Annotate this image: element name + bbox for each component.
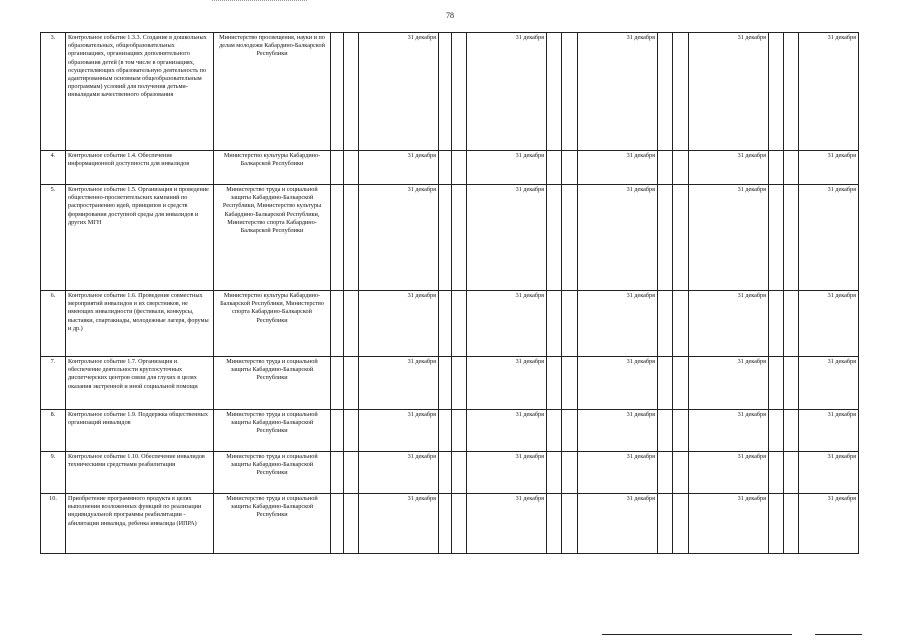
table-row <box>41 357 859 410</box>
table-row <box>41 494 859 554</box>
deadline-date: 31 декабря <box>467 494 547 554</box>
empty-cell <box>658 494 673 554</box>
empty-cell <box>769 151 784 185</box>
row-number: 7. <box>41 357 66 410</box>
deadline-date: 31 декабря <box>578 33 658 151</box>
row-number: 10. <box>41 494 66 554</box>
table-row <box>41 452 859 494</box>
empty-cell <box>439 494 452 554</box>
empty-cell <box>439 291 452 357</box>
empty-cell <box>784 291 799 357</box>
empty-cell <box>673 494 689 554</box>
empty-cell <box>658 185 673 291</box>
event-description: Приобретение программного продукта в целях выполнения возложенных функций по реализации индивидуальной программы реабилитации - абилитации инвалида, ребенка инвалида (ИПРА) <box>66 494 214 554</box>
control-events-table <box>40 32 859 554</box>
responsible-ministry: Министерство культуры Кабардино-Балкарской Республики <box>214 151 331 185</box>
empty-cell <box>439 185 452 291</box>
empty-cell <box>769 357 784 410</box>
empty-cell <box>452 494 467 554</box>
empty-cell <box>452 185 467 291</box>
empty-cell <box>769 291 784 357</box>
empty-cell <box>562 357 578 410</box>
responsible-ministry: Министерство труда и социальной защиты Кабардино-Балкарской Республики <box>214 357 331 410</box>
empty-cell <box>658 33 673 151</box>
empty-cell <box>547 33 562 151</box>
empty-cell <box>331 185 344 291</box>
row-number: 6. <box>41 291 66 357</box>
empty-cell <box>452 291 467 357</box>
empty-cell <box>673 452 689 494</box>
empty-cell <box>784 33 799 151</box>
event-description: Контрольное событие 1.6. Проведение совместных мероприятий инвалидов и их сверстников, не имеющих инвалидности (фестивали, конкурсы, выставки, спартакиады, молодежные лагеря, форумы и др.) <box>66 291 214 357</box>
deadline-date: 31 декабря <box>578 494 658 554</box>
empty-cell <box>452 151 467 185</box>
deadline-date: 31 декабря <box>578 452 658 494</box>
empty-cell <box>658 151 673 185</box>
table-row <box>41 291 859 357</box>
empty-cell <box>344 494 359 554</box>
empty-cell <box>784 410 799 452</box>
signature-line <box>602 634 792 635</box>
empty-cell <box>673 357 689 410</box>
empty-cell <box>331 33 344 151</box>
deadline-date: 31 декабря <box>689 185 769 291</box>
event-description: Контрольное событие 1.10. Обеспечение инвалидов техническими средствами реабилитации <box>66 452 214 494</box>
empty-cell <box>673 410 689 452</box>
empty-cell <box>547 357 562 410</box>
empty-cell <box>344 452 359 494</box>
event-description: Контрольное событие 1.9. Поддержка общественных организаций инвалидов <box>66 410 214 452</box>
empty-cell <box>562 33 578 151</box>
deadline-date: 31 декабря <box>578 410 658 452</box>
row-number: 9. <box>41 452 66 494</box>
empty-cell <box>344 151 359 185</box>
deadline-date: 31 декабря <box>467 452 547 494</box>
deadline-date: 31 декабря <box>799 357 859 410</box>
empty-cell <box>547 494 562 554</box>
deadline-date: 31 декабря <box>578 291 658 357</box>
deadline-date: 31 декабря <box>467 185 547 291</box>
empty-cell <box>344 357 359 410</box>
empty-cell <box>784 494 799 554</box>
deadline-date: 31 декабря <box>799 452 859 494</box>
deadline-date: 31 декабря <box>359 452 439 494</box>
deadline-date: 31 декабря <box>359 410 439 452</box>
deadline-date: 31 декабря <box>799 151 859 185</box>
empty-cell <box>331 452 344 494</box>
responsible-ministry: Министерство просвещения, науки и по делам молодежи Кабардино-Балкарской Республики <box>214 33 331 151</box>
empty-cell <box>658 357 673 410</box>
empty-cell <box>452 357 467 410</box>
empty-cell <box>439 452 452 494</box>
empty-cell <box>784 151 799 185</box>
deadline-date: 31 декабря <box>689 494 769 554</box>
deadline-date: 31 декабря <box>799 494 859 554</box>
empty-cell <box>562 185 578 291</box>
empty-cell <box>439 357 452 410</box>
table-row <box>41 410 859 452</box>
empty-cell <box>658 410 673 452</box>
responsible-ministry: Министерство труда и социальной защиты Кабардино-Балкарской Республики <box>214 410 331 452</box>
row-number: 4. <box>41 151 66 185</box>
empty-cell <box>344 33 359 151</box>
empty-cell <box>331 151 344 185</box>
responsible-ministry: Министерство культуры Кабардино-Балкарской Республики, Министерство спорта Кабардино-Балкарской Республики <box>214 291 331 357</box>
empty-cell <box>452 33 467 151</box>
deadline-date: 31 декабря <box>689 291 769 357</box>
event-description: Контрольное событие 1.7. Организация и обеспечение деятельности круглосуточных диспетчерских центров связи для глухих в целях оказания экстренной и иной социальной помощи <box>66 357 214 410</box>
deadline-date: 31 декабря <box>578 357 658 410</box>
row-number: 8. <box>41 410 66 452</box>
empty-cell <box>344 410 359 452</box>
deadline-date: 31 декабря <box>467 357 547 410</box>
table-body <box>41 33 859 554</box>
empty-cell <box>769 185 784 291</box>
deadline-date: 31 декабря <box>467 33 547 151</box>
deadline-date: 31 декабря <box>689 410 769 452</box>
top-scan-mark <box>212 0 307 3</box>
empty-cell <box>331 494 344 554</box>
empty-cell <box>562 410 578 452</box>
row-number: 3. <box>41 33 66 151</box>
empty-cell <box>562 494 578 554</box>
responsible-ministry: Министерство труда и социальной защиты Кабардино-Балкарской Республики <box>214 494 331 554</box>
empty-cell <box>673 151 689 185</box>
deadline-date: 31 декабря <box>578 185 658 291</box>
empty-cell <box>673 291 689 357</box>
deadline-date: 31 декабря <box>359 494 439 554</box>
event-description: Контрольное событие 1.5. Организация и проведение общественно-просветительских кампаний по распространению идей, принципов и средств формирования доступной среды для инвалидов и других МГН <box>66 185 214 291</box>
table-row <box>41 185 859 291</box>
table-row <box>41 151 859 185</box>
signature-line-short <box>815 634 862 635</box>
empty-cell <box>331 357 344 410</box>
deadline-date: 31 декабря <box>799 33 859 151</box>
page-number: 78 <box>446 11 454 20</box>
empty-cell <box>769 452 784 494</box>
deadline-date: 31 декабря <box>799 185 859 291</box>
table-row <box>41 33 859 151</box>
empty-cell <box>673 33 689 151</box>
empty-cell <box>547 410 562 452</box>
empty-cell <box>784 185 799 291</box>
deadline-date: 31 декабря <box>689 33 769 151</box>
deadline-date: 31 декабря <box>799 291 859 357</box>
deadline-date: 31 декабря <box>359 185 439 291</box>
empty-cell <box>784 357 799 410</box>
empty-cell <box>673 185 689 291</box>
empty-cell <box>452 452 467 494</box>
empty-cell <box>769 494 784 554</box>
empty-cell <box>547 185 562 291</box>
empty-cell <box>344 291 359 357</box>
event-description: Контрольное событие 1.3.3. Создание в дошкольных образовательных, общеобразовательных организациях, организациях дополнительного образования детей (в том числе в организациях, осуществляющих образовательную деятельность по адаптированным основным общеобразовательным программам) условий для получения детьми-инвалидами качественного образования <box>66 33 214 151</box>
empty-cell <box>562 151 578 185</box>
deadline-date: 31 декабря <box>689 357 769 410</box>
empty-cell <box>331 291 344 357</box>
deadline-date: 31 декабря <box>799 410 859 452</box>
empty-cell <box>784 452 799 494</box>
empty-cell <box>547 151 562 185</box>
empty-cell <box>769 33 784 151</box>
empty-cell <box>452 410 467 452</box>
deadline-date: 31 декабря <box>467 291 547 357</box>
empty-cell <box>658 452 673 494</box>
empty-cell <box>439 33 452 151</box>
deadline-date: 31 декабря <box>359 291 439 357</box>
event-description: Контрольное событие 1.4. Обеспечение информационной доступности для инвалидов <box>66 151 214 185</box>
row-number: 5. <box>41 185 66 291</box>
deadline-date: 31 декабря <box>359 357 439 410</box>
deadline-date: 31 декабря <box>578 151 658 185</box>
empty-cell <box>547 291 562 357</box>
empty-cell <box>439 151 452 185</box>
empty-cell <box>562 291 578 357</box>
empty-cell <box>331 410 344 452</box>
deadline-date: 31 декабря <box>467 151 547 185</box>
empty-cell <box>439 410 452 452</box>
deadline-date: 31 декабря <box>359 151 439 185</box>
empty-cell <box>344 185 359 291</box>
deadline-date: 31 декабря <box>689 452 769 494</box>
empty-cell <box>769 410 784 452</box>
empty-cell <box>658 291 673 357</box>
deadline-date: 31 декабря <box>359 33 439 151</box>
responsible-ministry: Министерство труда и социальной защиты Кабардино-Балкарской Республики, Министерство культуры Кабардино-Балкарской Республики, Министерство спорта Кабардино-Балкарской Республики <box>214 185 331 291</box>
empty-cell <box>547 452 562 494</box>
deadline-date: 31 декабря <box>689 151 769 185</box>
responsible-ministry: Министерство труда и социальной защиты Кабардино-Балкарской Республики <box>214 452 331 494</box>
empty-cell <box>562 452 578 494</box>
deadline-date: 31 декабря <box>467 410 547 452</box>
